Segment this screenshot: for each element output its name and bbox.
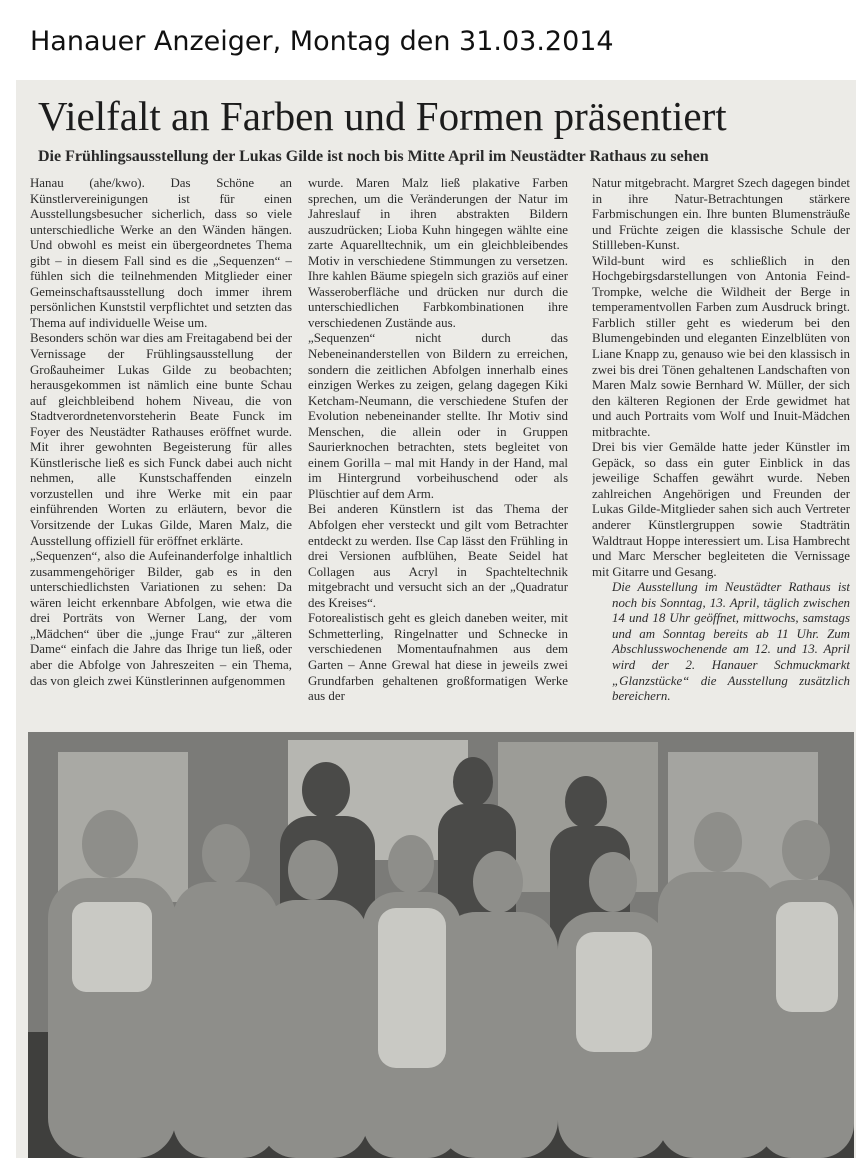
paragraph: Drei bis vier Gemälde hatte jeder Künstler im Gepäck, so dass ein guter Einblick in das jeweilige Schaffen gewährt wurde. Neben zahlreichen Angehörigen und Freunden der Lukas Gilde-Mitglieder sahen sich auch Vertreter anderer Künstlergruppen sowie Stadträtin Waldtraut Hoppe interessiert um. Lisa Hambrecht und Marc Merscher begleiteten die Vernissage mit Gitarre und Gesang. <box>592 440 850 579</box>
group-photo <box>28 732 854 1158</box>
article-column-2 <box>308 176 568 741</box>
paragraph: Fotorealistisch geht es gleich daneben weiter, mit Schmetterling, Ringelnatter und Schnecke in verschiedenen Momentaufnahmen aus dem Garten – Anne Grewal hat diese in jeweils zwei Grundfarben gehaltenen großformatigen Werke aus der <box>308 611 568 704</box>
paragraph: Hanau (ahe/kwo). Das Schöne an Künstlervereinigungen ist für einen Ausstellungsbesucher sicherlich, dass so viele unterschiedliche Werke an den Wänden hängen. Und obwohl es meist ein übergeordnetes Thema gibt – in diesem Fall sind es die „Sequenzen“ – fühlen sich die teilnehmenden Mitglieder einer Gemeinschaftsausstellung doch immer ihrem persönlichen Kunststil verpflichtet und setzten das Thema auf individuelle Weise um. <box>30 176 292 330</box>
paragraph: „Sequenzen“ nicht durch das Nebeneinanderstellen von Bildern zu erreichen, sondern die zeitlichen Abfolgen innerhalb eines einzigen Werkes zu zeigen, gelang dagegen Kiki Ketcham-Neumann, die verschiedene Stufen der Evolution nebeneinander stellte. Ihr Motiv sind Menschen, die allein oder in Gruppen Saurierknochen betrachten, stets begleitet von einem Gorilla – mal mit Handy in der Hand, mal im Hintergrund vorbeihuschend oder als Plüschtier auf dem Arm. <box>308 331 568 501</box>
paragraph: Bei anderen Künstlern ist das Thema der Abfolgen eher versteckt und gilt vom Betrachter entdeckt zu werden. Ilse Cap lässt den Frühling in drei Versionen aufblühen, Beate Seidel hat Collagen aus Acryl in Spachteltechnik mitgebracht und versucht sich an der „Quadratur des Kreises“. <box>308 502 568 610</box>
article-column-3 <box>592 176 850 741</box>
article-subheadline: Die Frühlingsausstellung der Lukas Gilde ist noch bis Mitte April im Neustädter Rathaus zu sehen <box>38 148 709 165</box>
paragraph: wurde. Maren Malz ließ plakative Farben sprechen, um die Veränderungen der Natur im Jahreslauf in ihren abstrakten Bildern auszudrücken; Lioba Kuhn hingegen wählte eine zarte Aquarelltechnik, um ein gleichbleibendes Motiv in verschiedene Stimmungen zu versetzen. Ihre kahlen Bäume spiegeln sich graziös auf einer Wasseroberfläche und drücken nur durch die unterschiedlichen Farbkombinationen ihre verschiedenen Zustände aus. <box>308 176 568 330</box>
newspaper-source-date: Hanauer Anzeiger, Montag den 31.03.2014 <box>30 26 614 57</box>
newspaper-clipping <box>16 80 856 1158</box>
paragraph: Natur mitgebracht. Margret Szech dagegen bindet in ihre Natur-Betrachtungen stärkere Farbmischungen ein. Ihre bunten Blumensträuße und Früchte zeigen die klassische Schule der Stillleben-Kunst. <box>592 176 850 253</box>
paragraph: Wild-bunt wird es schließlich in den Hochgebirgsdarstellungen von Antonia Feind-Trompke, welche die Wildheit der Berge in temperamentvollen Farben zum Ausdruck bringt. Farblich stiller geht es wiederum bei den Blumengebinden und eleganten Einzelblüten von Liane Knapp zu, genauso wie bei den klassisch in zwei bis drei Tönen gehaltenen Landschaften von Maren Malz sowie Bernhard W. Müller, der sich den kälteren Regionen der Erde gewidmet hat und auch Portraits vom Wolf und Inuit-Mädchen mitbrachte. <box>592 253 850 439</box>
exhibition-info-box: Die Ausstellung im Neustädter Rathaus ist noch bis Sonntag, 13. April, täglich zwischen 14 und 18 Uhr geöffnet, mittwochs, samstags und am Sonntag bereits ab 11 Uhr. Zum Abschlusswochenende am 12. und 13. April wird der 2. Hanauer Schmuckmarkt „Glanzstücke“ die Ausstellung zusätzlich bereichern. <box>612 580 850 704</box>
article-column-1 <box>30 176 292 741</box>
article-headline: Vielfalt an Farben und Formen präsentiert <box>38 93 727 139</box>
paragraph: Besonders schön war dies am Freitagabend bei der Vernissage der Frühlingsausstellung der Großauheimer Lukas Gilde zu beobachten; herausgekommen ist nämlich eine bunte Schau auf gleichbleibend hohem Niveau, die von Stadtverordnetenvorsteherin Beate Funck im Foyer des Neustädter Rathauses eröffnet wurde. Mit ihrer gewohnten Begeisterung für alles Künstlerische ließ es sich Funck dabei auch nicht nehmen, alle Kunstschaffenden einzeln vorzustellen und ihre Werke mit ein paar einführenden Worten zu erläutern, bevor die Vorsitzende der Lukas Gilde, Maren Malz, die Ausstellung offiziell für eröffnet erklärte. <box>30 331 292 548</box>
paragraph: „Sequenzen“, also die Aufeinanderfolge inhaltlich zusammengehöriger Bilder, gab es in den unterschiedlichsten Variationen zu sehen: Da wären leicht erkennbare Abfolgen, wie etwa die drei Porträts von Werner Lang, der vom „Mädchen“ über die „junge Frau“ zur „älteren Dame“ einfach die Jahre das Ihrige tun ließ, oder aber die Abfolge von Jahreszeiten – ein Thema, das von gleich zwei Künstlerinnen aufgenommen <box>30 549 292 688</box>
